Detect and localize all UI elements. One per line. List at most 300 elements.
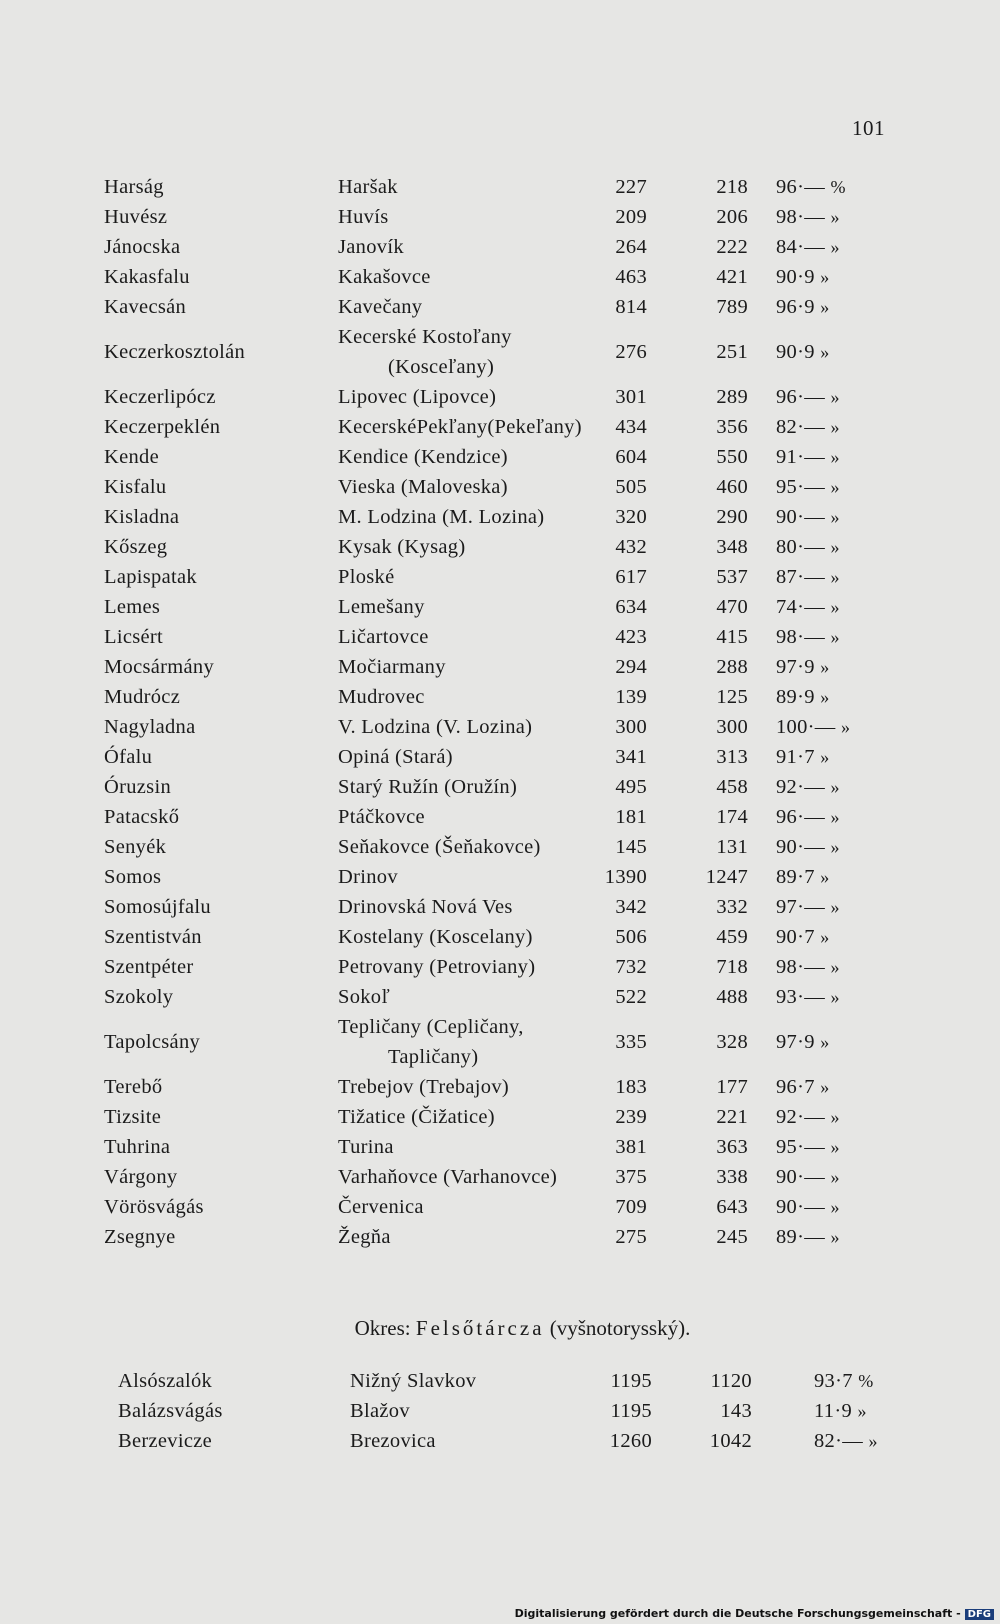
population-total: 320 [615, 506, 647, 528]
population-total: 617 [615, 566, 647, 588]
percentage-unit: » [830, 627, 840, 647]
table-row [104, 682, 924, 712]
percentage [776, 1222, 886, 1252]
population-slovak: 1042 [709, 1430, 752, 1452]
table-row [104, 772, 924, 802]
percentage [776, 742, 886, 772]
slovak-name: M. Lodzina (M. Lozina) [338, 506, 545, 528]
hungarian-name: Patacskő [104, 806, 180, 828]
percentage-unit: » [820, 1077, 830, 1097]
percentage-unit: » [820, 927, 830, 947]
percentage-value: 95·— [776, 476, 826, 498]
table-row [104, 232, 924, 262]
hungarian-name: Szentpéter [104, 956, 194, 978]
hungarian-name: Szokoly [104, 986, 174, 1008]
percentage-unit: » [830, 807, 840, 827]
hungarian-name: Óruzsin [104, 776, 172, 798]
percentage-unit: » [830, 387, 840, 407]
table-row [104, 172, 924, 202]
population-slovak: 460 [716, 476, 748, 498]
table-row [118, 1366, 918, 1396]
population-slovak: 245 [716, 1226, 748, 1248]
slovak-name: Vieska (Maloveska) [338, 476, 508, 498]
population-total: 239 [615, 1106, 647, 1128]
population-slovak: 300 [716, 716, 748, 738]
percentage-value: 91·7 [776, 746, 815, 768]
population-total: 183 [615, 1076, 647, 1098]
percentage-unit: » [841, 717, 851, 737]
hungarian-name: Keczerkosztolán [104, 341, 246, 363]
percentage [776, 922, 886, 952]
percentage-unit: » [830, 507, 840, 527]
table-row [104, 982, 924, 1012]
population-total: 276 [615, 341, 647, 363]
population-total: 341 [615, 746, 647, 768]
slovak-name: Mudrovec [338, 686, 425, 708]
hungarian-name: Vörösvágás [104, 1196, 204, 1218]
slovak-name: Brezovica [350, 1430, 436, 1452]
slovak-name: Ptáčkovce [338, 806, 425, 828]
percentage-value: 95·— [776, 1136, 826, 1158]
percentage-unit: » [830, 567, 840, 587]
percentage-value: 98·— [776, 956, 826, 978]
population-slovak: 125 [716, 686, 748, 708]
percentage [776, 712, 886, 742]
table-row [104, 592, 924, 622]
percentage [776, 1012, 886, 1072]
hungarian-name: Kisladna [104, 506, 180, 528]
hungarian-name: Szentistván [104, 926, 202, 948]
percentage-unit: » [830, 777, 840, 797]
population-slovak: 222 [716, 236, 748, 258]
percentage-value: 96·7 [776, 1076, 815, 1098]
population-slovak: 221 [716, 1106, 748, 1128]
population-total: 522 [615, 986, 647, 1008]
percentage [776, 412, 886, 442]
table-row [104, 1072, 924, 1102]
page-number: 101 [852, 116, 885, 140]
percentage [776, 862, 886, 892]
population-slovak: 332 [716, 896, 748, 918]
percentage-value: 97·9 [776, 1031, 815, 1053]
table-row [104, 262, 924, 292]
percentage-value: 96·9 [776, 296, 815, 318]
population-total: 1195 [610, 1370, 652, 1392]
population-slovak: 338 [716, 1166, 748, 1188]
table-row [104, 202, 924, 232]
population-total: 432 [615, 536, 647, 558]
percentage-value: 90·9 [776, 341, 815, 363]
population-total: 463 [615, 266, 647, 288]
percentage-value: 90·— [776, 1196, 826, 1218]
hungarian-name: Balázsvágás [118, 1400, 223, 1422]
population-slovak: 470 [716, 596, 748, 618]
digitization-footer [515, 1607, 994, 1620]
table-row [104, 922, 924, 952]
hungarian-name: Kakasfalu [104, 266, 190, 288]
hungarian-name: Mudrócz [104, 686, 181, 708]
percentage-value: 97·— [776, 896, 826, 918]
percentage-value: 90·— [776, 506, 826, 528]
slovak-name: Červenica [338, 1196, 424, 1218]
slovak-name: Opiná (Stará) [338, 746, 453, 768]
percentage [776, 562, 886, 592]
table-row [104, 1102, 924, 1132]
population-total: 227 [615, 176, 647, 198]
slovak-name: Kostelany (Koscelany) [338, 926, 533, 948]
population-slovak: 218 [716, 176, 748, 198]
percentage [776, 592, 886, 622]
percentage [776, 1162, 886, 1192]
slovak-name: Haršak [338, 176, 398, 198]
population-slovak: 206 [716, 206, 748, 228]
percentage-unit: » [830, 537, 840, 557]
slovak-name: Tižatice (Čižatice) [338, 1106, 495, 1128]
hungarian-name: Licsért [104, 626, 164, 648]
slovak-name: Lipovec (Lipovce) [338, 386, 497, 408]
table-row [104, 802, 924, 832]
table-row [104, 892, 924, 922]
population-slovak: 348 [716, 536, 748, 558]
population-slovak: 1247 [705, 866, 748, 888]
percentage-unit: » [830, 477, 840, 497]
table-row [104, 1132, 924, 1162]
population-total: 506 [615, 926, 647, 948]
population-slovak: 458 [716, 776, 748, 798]
slovak-name [338, 322, 512, 382]
percentage-value: 100·— [776, 716, 836, 738]
population-total: 181 [615, 806, 647, 828]
population-total: 264 [615, 236, 647, 258]
hungarian-name: Keczerlipócz [104, 386, 216, 408]
percentage [776, 802, 886, 832]
percentage-value: 90·9 [776, 266, 815, 288]
table-row [104, 862, 924, 892]
hungarian-name: Terebő [104, 1076, 163, 1098]
percentage [776, 322, 886, 382]
population-slovak: 356 [716, 416, 748, 438]
table-row [104, 1012, 924, 1072]
population-slovak: 415 [716, 626, 748, 648]
percentage-value: 91·— [776, 446, 826, 468]
slovak-name: Seňakovce (Šeňakovce) [338, 836, 541, 858]
population-slovak: 177 [716, 1076, 748, 1098]
slovak-name: KecerskéPekľany(Pekeľany) [338, 416, 582, 438]
percentage [776, 772, 886, 802]
percentage-unit: » [830, 1107, 840, 1127]
population-slovak: 421 [716, 266, 748, 288]
population-slovak: 131 [716, 836, 748, 858]
percentage-value: 90·7 [776, 926, 815, 948]
hungarian-name: Jánocska [104, 236, 181, 258]
district-suffix: (vyšnotorysský). [549, 1316, 691, 1340]
percentage [776, 952, 886, 982]
percentage-value: 93·7 [814, 1370, 853, 1392]
hungarian-name: Lapispatak [104, 566, 197, 588]
table-row [118, 1396, 918, 1426]
hungarian-name: Várgony [104, 1166, 178, 1188]
slovak-name: Huvís [338, 206, 389, 228]
percentage [776, 172, 886, 202]
population-total: 1260 [609, 1430, 652, 1452]
percentage-value: 98·— [776, 626, 826, 648]
hungarian-name: Keczerpeklén [104, 416, 221, 438]
district-name: Felsőtárcza [415, 1316, 545, 1340]
percentage [776, 382, 886, 412]
percentage-unit: » [830, 207, 840, 227]
population-total: 423 [615, 626, 647, 648]
population-total: 634 [615, 596, 647, 618]
percentage-unit: » [830, 417, 840, 437]
population-slovak: 789 [716, 296, 748, 318]
percentage-unit: » [830, 1167, 840, 1187]
slovak-name: Nižný Slavkov [350, 1370, 477, 1392]
table-row [104, 562, 924, 592]
percentage-value: 89·7 [776, 866, 815, 888]
population-slovak: 459 [716, 926, 748, 948]
percentage-unit: » [830, 837, 840, 857]
percentage-value: 11·9 [814, 1400, 853, 1422]
table-row [104, 1162, 924, 1192]
district-prefix: Okres: [354, 1316, 411, 1340]
district-municipality-table [118, 1366, 918, 1456]
population-slovak: 143 [720, 1400, 752, 1422]
slovak-name: Varhaňovce (Varhanovce) [338, 1166, 558, 1188]
population-total: 139 [615, 686, 647, 708]
slovak-name [338, 1012, 524, 1072]
population-total: 375 [615, 1166, 647, 1188]
percentage [776, 1132, 886, 1162]
percentage [776, 442, 886, 472]
hungarian-name: Alsószalók [118, 1370, 213, 1392]
percentage-unit: » [830, 987, 840, 1007]
percentage-value: 92·— [776, 1106, 826, 1128]
slovak-name: Ploské [338, 566, 395, 588]
table-row [104, 502, 924, 532]
dfg-logo: DFG [965, 1609, 994, 1620]
slovak-name: Kavečany [338, 296, 423, 318]
percentage-unit: » [868, 1431, 878, 1451]
population-total: 434 [615, 416, 647, 438]
population-slovak: 313 [716, 746, 748, 768]
population-total: 709 [615, 1196, 647, 1218]
population-total: 294 [615, 656, 647, 678]
table-row [104, 1192, 924, 1222]
slovak-name: Kysak (Kysag) [338, 536, 466, 558]
percentage [776, 982, 886, 1012]
percentage-unit: » [830, 1137, 840, 1157]
percentage-unit: » [820, 267, 830, 287]
table-row [104, 652, 924, 682]
population-total: 814 [615, 296, 647, 318]
slovak-name: Drinov [338, 866, 398, 888]
percentage-value: 90·— [776, 1166, 826, 1188]
slovak-name-line1: Kecerské Kostoľany [338, 326, 512, 348]
slovak-name: Petrovany (Petroviany) [338, 956, 536, 978]
population-total: 505 [615, 476, 647, 498]
percentage [814, 1366, 924, 1396]
population-slovak: 550 [716, 446, 748, 468]
population-total: 381 [615, 1136, 647, 1158]
percentage-unit: » [857, 1401, 867, 1421]
percentage-value: 82·— [814, 1430, 864, 1452]
table-row [104, 532, 924, 562]
hungarian-name: Nagyladna [104, 716, 196, 738]
percentage-unit: » [820, 1032, 830, 1052]
percentage-unit: » [820, 297, 830, 317]
hungarian-name: Ófalu [104, 746, 153, 768]
percentage [776, 892, 886, 922]
population-total: 145 [615, 836, 647, 858]
population-total: 209 [615, 206, 647, 228]
table-row [104, 442, 924, 472]
percentage-value: 80·— [776, 536, 826, 558]
slovak-name-line1: Tepličany (Cepličany, [338, 1016, 524, 1038]
hungarian-name: Somos [104, 866, 162, 888]
population-slovak: 328 [716, 1031, 748, 1053]
hungarian-name: Kavecsán [104, 296, 187, 318]
population-slovak: 290 [716, 506, 748, 528]
hungarian-name: Huvész [104, 206, 168, 228]
percentage [814, 1426, 924, 1456]
percentage [776, 832, 886, 862]
percentage-value: 93·— [776, 986, 826, 1008]
hungarian-name: Tizsite [104, 1106, 162, 1128]
table-row [118, 1426, 918, 1456]
table-row [104, 832, 924, 862]
percentage-unit: » [830, 1227, 840, 1247]
percentage-value: 96·— [776, 806, 826, 828]
percentage-value: 74·— [776, 596, 826, 618]
percentage [776, 472, 886, 502]
slovak-name: Janovík [338, 236, 404, 258]
population-total: 301 [615, 386, 647, 408]
table-row [104, 322, 924, 382]
slovak-name: Kakašovce [338, 266, 431, 288]
hungarian-name: Mocsármány [104, 656, 215, 678]
percentage-value: 87·— [776, 566, 826, 588]
hungarian-name: Somosújfalu [104, 896, 211, 918]
hungarian-name: Lemes [104, 596, 161, 618]
municipality-table [104, 172, 924, 1252]
percentage-unit: » [820, 867, 830, 887]
percentage-value: 97·9 [776, 656, 815, 678]
slovak-name: Močiarmany [338, 656, 446, 678]
percentage-unit: » [820, 747, 830, 767]
table-row [104, 472, 924, 502]
hungarian-name: Kisfalu [104, 476, 167, 498]
slovak-name: Turina [338, 1136, 394, 1158]
percentage-unit: » [830, 597, 840, 617]
percentage [776, 1192, 886, 1222]
hungarian-name: Senyék [104, 836, 167, 858]
table-row [104, 292, 924, 322]
population-slovak: 537 [716, 566, 748, 588]
percentage [776, 292, 886, 322]
slovak-name: Kendice (Kendzice) [338, 446, 508, 468]
hungarian-name: Kende [104, 446, 160, 468]
percentage [814, 1396, 924, 1426]
percentage-unit: % [830, 177, 846, 197]
slovak-name: V. Lodzina (V. Lozina) [338, 716, 533, 738]
percentage [776, 202, 886, 232]
slovak-name-line2: (Kosceľany) [388, 356, 495, 378]
population-total: 495 [615, 776, 647, 798]
percentage-unit: » [820, 342, 830, 362]
percentage [776, 652, 886, 682]
percentage-value: 89·9 [776, 686, 815, 708]
population-total: 300 [615, 716, 647, 738]
population-total: 1195 [610, 1400, 652, 1422]
population-total: 732 [615, 956, 647, 978]
hungarian-name: Tuhrina [104, 1136, 171, 1158]
slovak-name: Blažov [350, 1400, 410, 1422]
population-slovak: 289 [716, 386, 748, 408]
percentage [776, 262, 886, 292]
population-slovak: 718 [716, 956, 748, 978]
hungarian-name: Zsegnye [104, 1226, 176, 1248]
percentage [776, 502, 886, 532]
percentage [776, 622, 886, 652]
population-total: 335 [615, 1031, 647, 1053]
population-slovak: 1120 [710, 1370, 752, 1392]
percentage [776, 682, 886, 712]
slovak-name: Ličartovce [338, 626, 429, 648]
hungarian-name: Kőszeg [104, 536, 168, 558]
percentage [776, 1102, 886, 1132]
table-row [104, 382, 924, 412]
percentage [776, 532, 886, 562]
percentage-unit: » [830, 447, 840, 467]
percentage-value: 92·— [776, 776, 826, 798]
table-row [104, 712, 924, 742]
slovak-name: Žegňa [338, 1226, 391, 1248]
population-slovak: 288 [716, 656, 748, 678]
population-total: 604 [615, 446, 647, 468]
percentage-value: 96·— [776, 386, 826, 408]
hungarian-name: Harság [104, 176, 164, 198]
slovak-name: Trebejov (Trebajov) [338, 1076, 510, 1098]
table-row [104, 412, 924, 442]
percentage-value: 90·— [776, 836, 826, 858]
slovak-name-line2: Tapličany) [388, 1046, 479, 1068]
population-total: 275 [615, 1226, 647, 1248]
percentage-unit: » [830, 897, 840, 917]
percentage [776, 232, 886, 262]
table-row [104, 742, 924, 772]
district-heading [0, 1316, 1000, 1341]
population-total: 1390 [604, 866, 647, 888]
percentage-value: 98·— [776, 206, 826, 228]
percentage-unit: » [830, 1197, 840, 1217]
percentage [776, 1072, 886, 1102]
population-slovak: 363 [716, 1136, 748, 1158]
percentage-value: 89·— [776, 1226, 826, 1248]
population-slovak: 488 [716, 986, 748, 1008]
slovak-name: Sokoľ [338, 986, 390, 1008]
population-slovak: 251 [716, 341, 748, 363]
hungarian-name: Tapolcsány [104, 1031, 201, 1053]
population-slovak: 174 [716, 806, 748, 828]
percentage-value: 82·— [776, 416, 826, 438]
table-row [104, 622, 924, 652]
slovak-name: Lemešany [338, 596, 425, 618]
percentage-unit: » [830, 237, 840, 257]
percentage-value: 96·— [776, 176, 826, 198]
table-row [104, 1222, 924, 1252]
population-slovak: 643 [716, 1196, 748, 1218]
percentage-unit: % [858, 1371, 874, 1391]
